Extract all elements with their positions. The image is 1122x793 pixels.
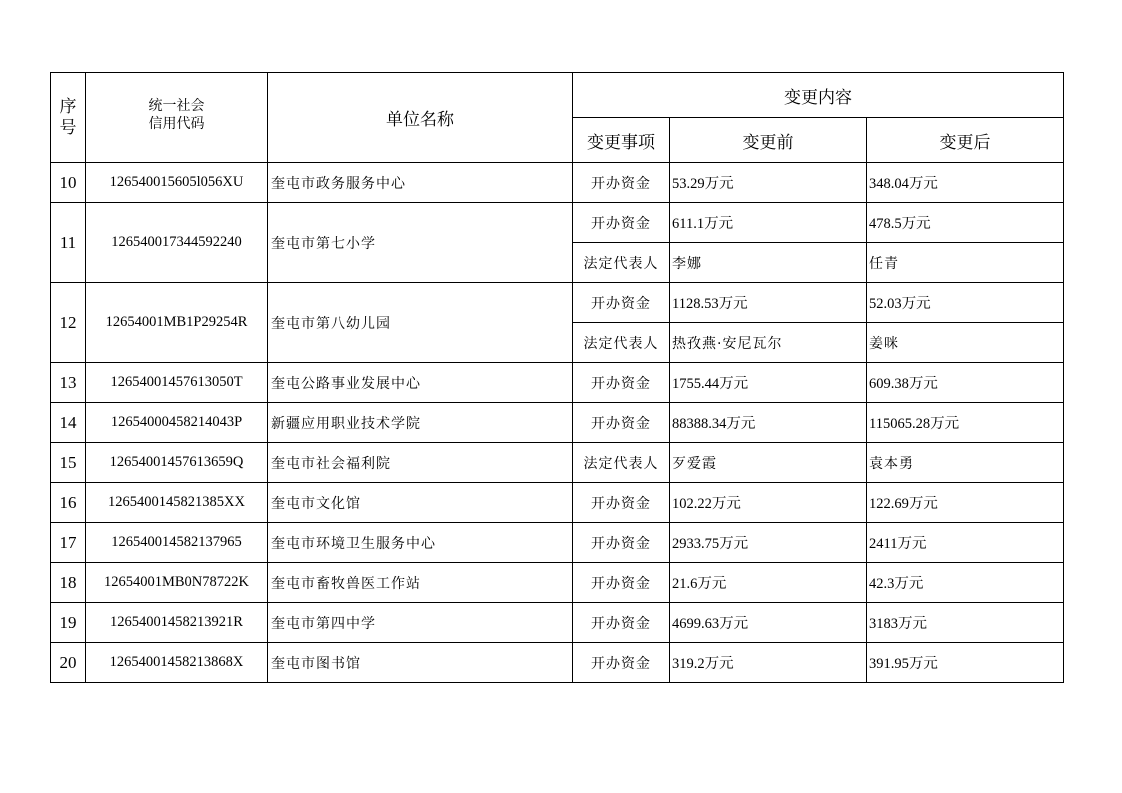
row-before-value: 热孜燕·安尼瓦尔 (670, 323, 867, 363)
row-credit-code: 12654001458213868X (86, 643, 268, 683)
row-change-item: 开办资金 (573, 283, 670, 323)
header-before: 变更前 (670, 118, 867, 163)
row-credit-code: 126540015605l056XU (86, 163, 268, 203)
row-unit-name: 奎屯市畜牧兽医工作站 (268, 563, 573, 603)
row-after-value: 52.03万元 (867, 283, 1064, 323)
row-after-value: 391.95万元 (867, 643, 1064, 683)
row-change-item: 开办资金 (573, 203, 670, 243)
row-before-value: 53.29万元 (670, 163, 867, 203)
row-after-value: 478.5万元 (867, 203, 1064, 243)
row-credit-code: 12654001MB1P29254R (86, 283, 268, 363)
row-after-value: 3183万元 (867, 603, 1064, 643)
row-credit-code: 12654000458214043P (86, 403, 268, 443)
row-seq: 16 (51, 483, 86, 523)
row-unit-name: 奎屯市第四中学 (268, 603, 573, 643)
row-after-value: 袁本勇 (867, 443, 1064, 483)
row-after-value: 348.04万元 (867, 163, 1064, 203)
row-before-value: 21.6万元 (670, 563, 867, 603)
row-before-value: 319.2万元 (670, 643, 867, 683)
row-before-value: 歹爱霞 (670, 443, 867, 483)
row-before-value: 1755.44万元 (670, 363, 867, 403)
header-change-item: 变更事项 (573, 118, 670, 163)
row-unit-name: 奎屯市政务服务中心 (268, 163, 573, 203)
header-code: 统一社会 信用代码 (86, 73, 268, 163)
table-row (51, 523, 1064, 563)
row-unit-name: 奎屯市第七小学 (268, 203, 573, 283)
row-after-value: 任青 (867, 243, 1064, 283)
row-unit-name: 奎屯市图书馆 (268, 643, 573, 683)
row-seq: 11 (51, 203, 86, 283)
table-row (51, 443, 1064, 483)
header-change-content: 变更内容 (573, 73, 1064, 118)
row-seq: 20 (51, 643, 86, 683)
table-row (51, 203, 1064, 243)
row-after-value: 115065.28万元 (867, 403, 1064, 443)
table-row (51, 483, 1064, 523)
table-row (51, 603, 1064, 643)
header-seq: 序号 (51, 73, 86, 163)
row-before-value: 4699.63万元 (670, 603, 867, 643)
table-row (51, 163, 1064, 203)
row-change-item: 开办资金 (573, 563, 670, 603)
row-before-value: 102.22万元 (670, 483, 867, 523)
header-name: 单位名称 (268, 73, 573, 163)
row-after-value: 42.3万元 (867, 563, 1064, 603)
row-after-value: 姜咪 (867, 323, 1064, 363)
row-change-item: 开办资金 (573, 163, 670, 203)
row-credit-code: 12654001457613659Q (86, 443, 268, 483)
row-change-item: 开办资金 (573, 483, 670, 523)
row-unit-name: 新疆应用职业技术学院 (268, 403, 573, 443)
row-before-value: 李娜 (670, 243, 867, 283)
row-unit-name: 奎屯市环境卫生服务中心 (268, 523, 573, 563)
row-change-item: 法定代表人 (573, 443, 670, 483)
row-after-value: 2411万元 (867, 523, 1064, 563)
row-seq: 10 (51, 163, 86, 203)
row-change-item: 开办资金 (573, 523, 670, 563)
row-change-item: 法定代表人 (573, 243, 670, 283)
row-change-item: 法定代表人 (573, 323, 670, 363)
row-change-item: 开办资金 (573, 403, 670, 443)
row-before-value: 88388.34万元 (670, 403, 867, 443)
table-row (51, 363, 1064, 403)
row-seq: 15 (51, 443, 86, 483)
row-seq: 13 (51, 363, 86, 403)
row-seq: 18 (51, 563, 86, 603)
row-unit-name: 奎屯市社会福利院 (268, 443, 573, 483)
row-credit-code: 126540014582137965 (86, 523, 268, 563)
header-after: 变更后 (867, 118, 1064, 163)
row-credit-code: 126540017344592240 (86, 203, 268, 283)
row-change-item: 开办资金 (573, 643, 670, 683)
row-before-value: 1128.53万元 (670, 283, 867, 323)
row-seq: 14 (51, 403, 86, 443)
row-credit-code: 12654001MB0N78722K (86, 563, 268, 603)
row-after-value: 609.38万元 (867, 363, 1064, 403)
table-row (51, 563, 1064, 603)
row-seq: 12 (51, 283, 86, 363)
table-row (51, 643, 1064, 683)
table-row (51, 403, 1064, 443)
row-seq: 17 (51, 523, 86, 563)
row-before-value: 2933.75万元 (670, 523, 867, 563)
row-unit-name: 奎屯公路事业发展中心 (268, 363, 573, 403)
row-unit-name: 奎屯市第八幼儿园 (268, 283, 573, 363)
row-after-value: 122.69万元 (867, 483, 1064, 523)
row-credit-code: 12654001457613050T (86, 363, 268, 403)
row-before-value: 611.1万元 (670, 203, 867, 243)
row-credit-code: 1265400145821385XX (86, 483, 268, 523)
row-change-item: 开办资金 (573, 603, 670, 643)
row-change-item: 开办资金 (573, 363, 670, 403)
row-credit-code: 12654001458213921R (86, 603, 268, 643)
table-row (51, 283, 1064, 323)
header-row-top (51, 73, 1064, 118)
change-registry-table (50, 72, 1064, 683)
row-unit-name: 奎屯市文化馆 (268, 483, 573, 523)
row-seq: 19 (51, 603, 86, 643)
